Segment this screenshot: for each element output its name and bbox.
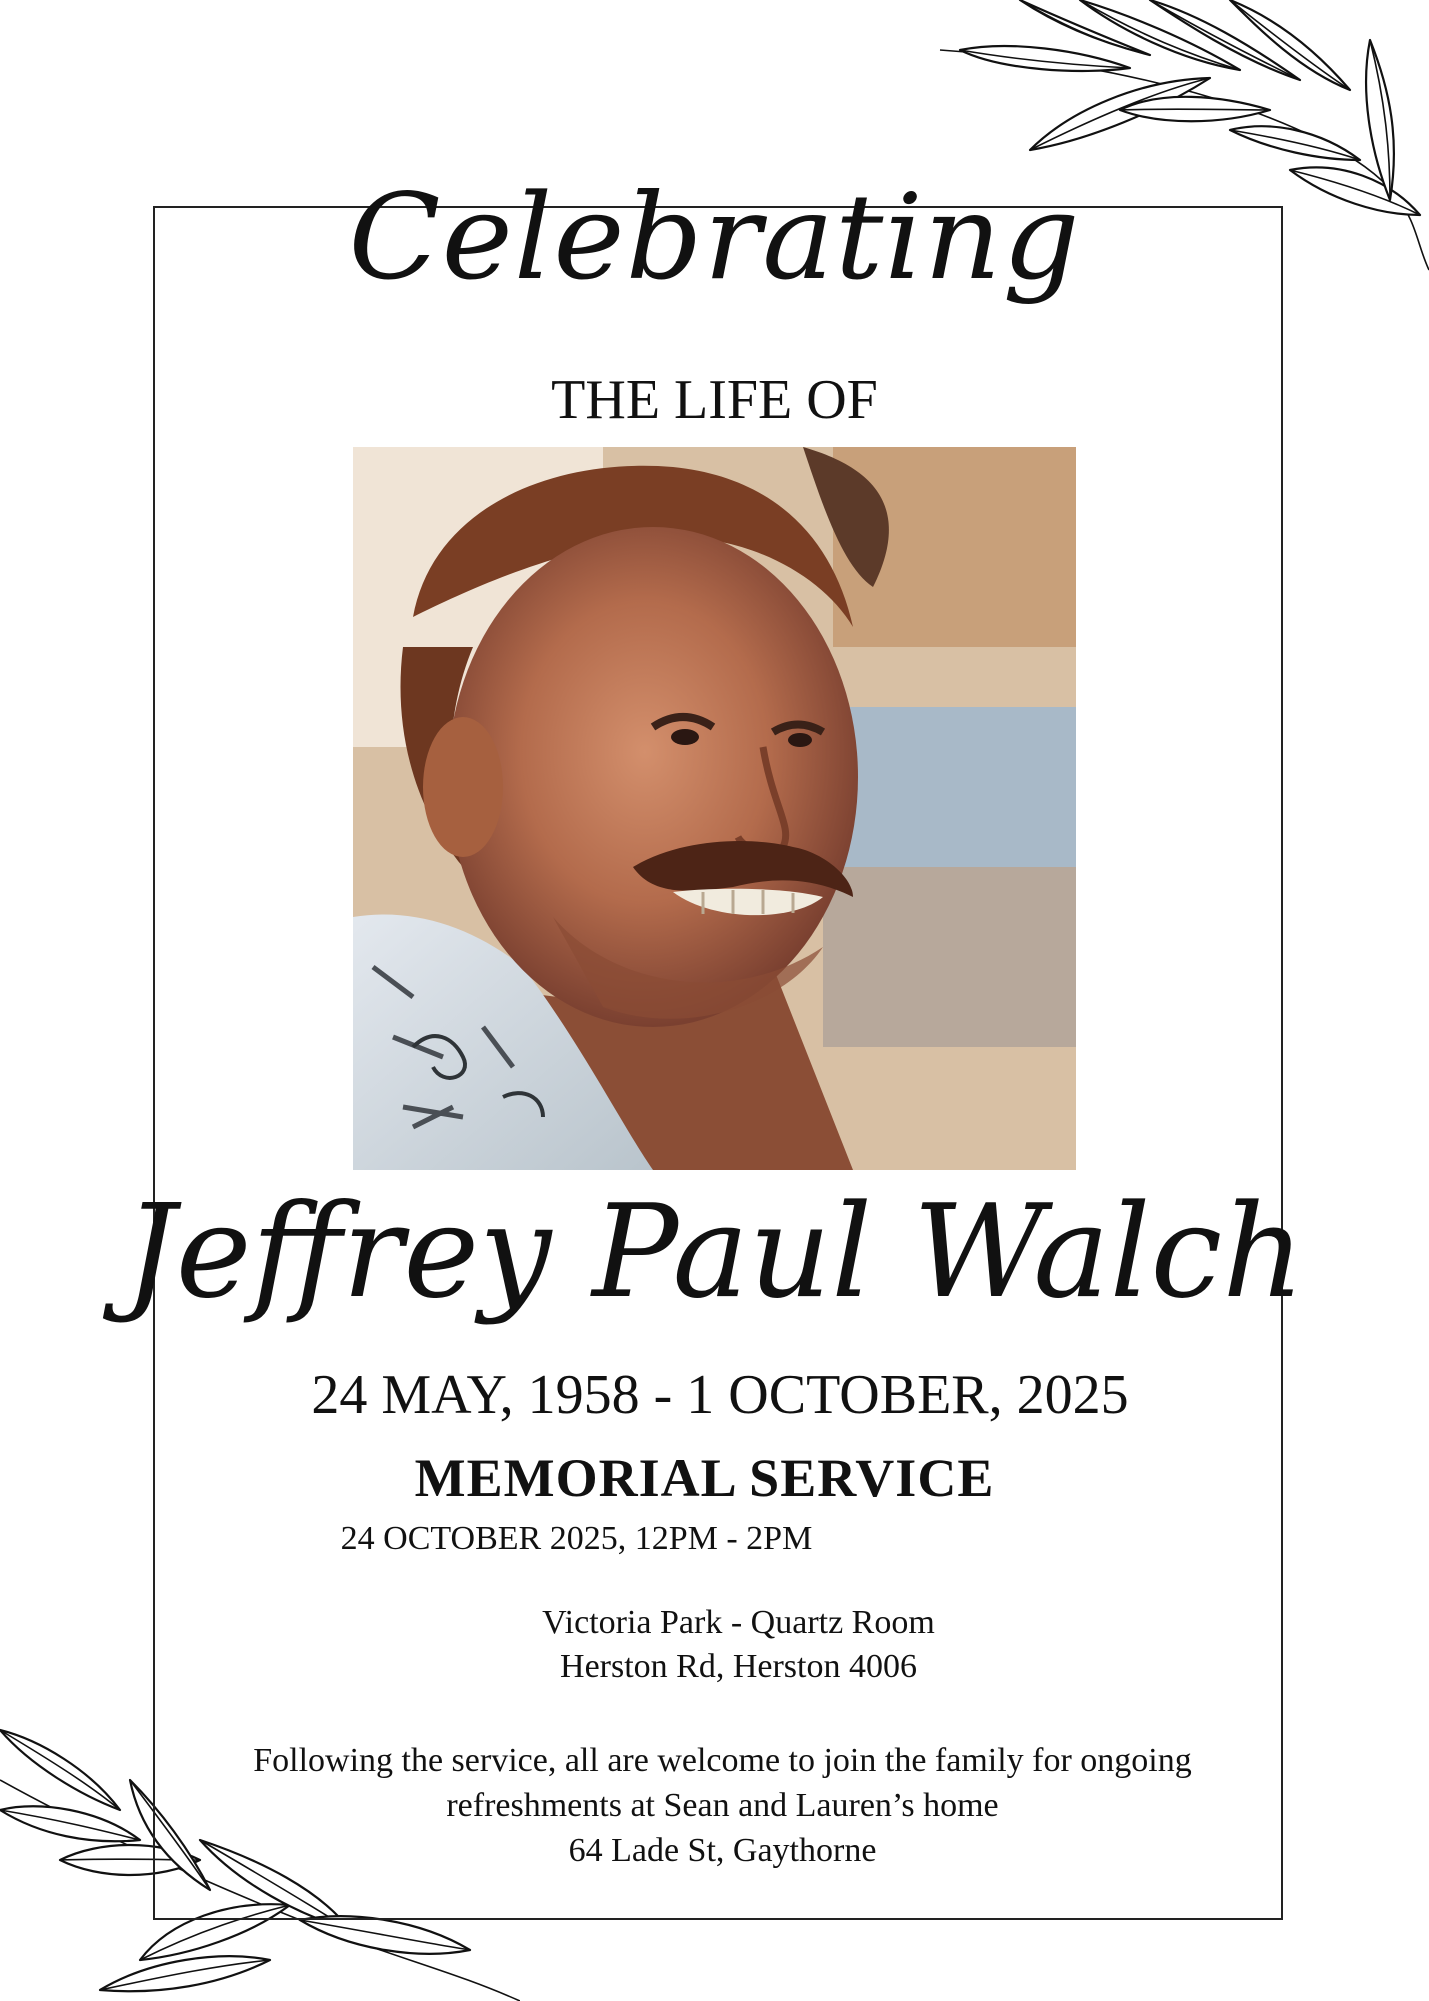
note-line-1: Following the service, all are welcome to join the family for ongoing (253, 1742, 1192, 1779)
service-heading: MEMORIAL SERVICE (414, 1448, 995, 1508)
venue-address: Herston Rd, Herston 4006 (560, 1648, 917, 1685)
title-script: Celebrating (348, 168, 1081, 306)
venue-name: Victoria Park - Quartz Room (542, 1604, 935, 1641)
life-dates: 24 MAY, 1958 - 1 OCTOBER, 2025 (311, 1364, 1129, 1426)
subtitle: THE LIFE OF (551, 369, 878, 431)
portrait-photo (353, 447, 1076, 1170)
service-time: 24 OCTOBER 2025, 12PM - 2PM (340, 1520, 813, 1557)
note-address: 64 Lade St, Gaythorne (568, 1832, 877, 1869)
note-line-2: refreshments at Sean and Lauren’s home (446, 1787, 999, 1824)
deceased-name: Jeffrey Paul Walch (124, 1178, 1305, 1327)
